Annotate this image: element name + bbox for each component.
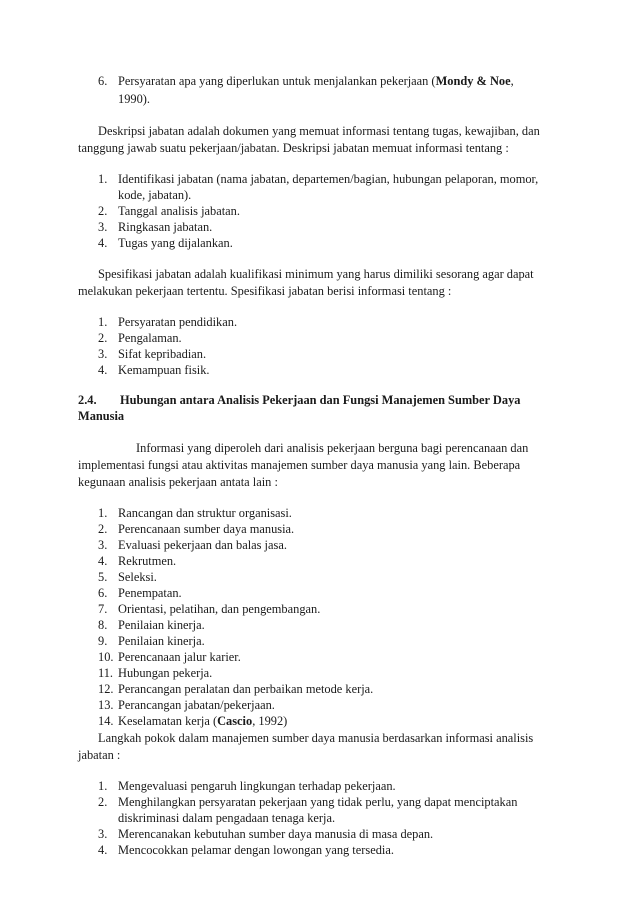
- list-number: 10.: [98, 650, 114, 664]
- list-text: Seleksi.: [118, 570, 157, 584]
- paragraph-line: Informasi yang diperoleh dari analisis pekerjaan berguna bagi perencanaan dan: [136, 441, 529, 455]
- list-number: 4.: [98, 554, 108, 568]
- list-text: Tanggal analisis jabatan.: [118, 204, 240, 218]
- list-text: Rancangan dan struktur organisasi.: [118, 506, 292, 520]
- list-number: 3.: [98, 347, 108, 361]
- citation-bold: Cascio: [217, 714, 253, 728]
- paragraph-line: melakukan pekerjaan tertentu. Spesifikasi jabatan berisi informasi tentang :: [78, 284, 452, 298]
- list-number: 14.: [98, 714, 114, 728]
- list-text: Rekrutmen.: [118, 554, 177, 568]
- list-number: 1.: [98, 779, 108, 793]
- list-text: diskriminasi dalam pengadaan tenaga kerja.: [118, 811, 336, 825]
- list-text: Merencanakan kebutuhan sumber daya manusia di masa depan.: [118, 827, 434, 841]
- list-number: 2.: [98, 204, 108, 218]
- list-number: 8.: [98, 618, 108, 632]
- list-text: Sifat kepribadian.: [118, 347, 207, 361]
- list-text: Pengalaman.: [118, 331, 182, 345]
- list-text: Hubungan pekerja.: [118, 666, 213, 680]
- list-text: [118, 714, 287, 729]
- list-number: 2.: [98, 795, 108, 809]
- list-number: 4.: [98, 363, 108, 377]
- list-text: Identifikasi jabatan (nama jabatan, departemen/bagian, hubungan pelaporan, momor,: [118, 172, 539, 186]
- list-number: 1.: [98, 315, 108, 329]
- list-number: 3.: [98, 538, 108, 552]
- list-text: Tugas yang dijalankan.: [118, 236, 233, 250]
- list-text-part: Keselamatan kerja (: [118, 714, 218, 728]
- list-text-part: , 1992): [252, 714, 288, 728]
- list-number: 3.: [98, 827, 108, 841]
- list-text-part: Persyaratan apa yang diperlukan untuk menjalankan pekerjaan (: [118, 74, 436, 88]
- list-number: 2.: [98, 331, 108, 345]
- list-number: 4.: [98, 843, 108, 857]
- list-text: Ringkasan jabatan.: [118, 220, 213, 234]
- list-text: kode, jabatan).: [118, 188, 192, 202]
- list-text: Penempatan.: [118, 586, 182, 600]
- list-text: Persyaratan pendidikan.: [118, 315, 238, 329]
- list-number: 7.: [98, 602, 108, 616]
- list-text: Perencanaan jalur karier.: [118, 650, 241, 664]
- paragraph-line: Deskripsi jabatan adalah dokumen yang memuat informasi tentang tugas, kewajiban, dan: [98, 124, 540, 138]
- citation-bold: Mondy & Noe: [435, 74, 511, 88]
- list-number: 3.: [98, 220, 108, 234]
- list-number: 6.: [98, 586, 108, 600]
- list-text: Orientasi, pelatihan, dan pengembangan.: [118, 602, 321, 616]
- paragraph-line: tanggung jawab suatu pekerjaan/jabatan. Deskripsi jabatan memuat informasi tentang :: [78, 141, 509, 155]
- paragraph-line: Spesifikasi jabatan adalah kualifikasi minimum yang harus dimiliki sesorang agar dapat: [98, 267, 534, 281]
- list-text: Perancangan jabatan/pekerjaan.: [118, 698, 275, 712]
- paragraph-line: implementasi fungsi atau aktivitas manajemen sumber daya manusia yang lain. Beberapa: [78, 458, 521, 472]
- section-heading: [78, 393, 562, 408]
- list-number: 4.: [98, 236, 108, 250]
- list-text: Penilaian kinerja.: [118, 618, 205, 632]
- list-number: 12.: [98, 682, 114, 696]
- list-number: 6.: [98, 74, 108, 88]
- section-number: 2.4.: [78, 393, 97, 407]
- paragraph-line: kegunaan analisis pekerjaan antata lain :: [78, 475, 278, 489]
- list-text-part: ,: [510, 74, 514, 88]
- paragraph-line: Langkah pokok dalam manajemen sumber daya manusia berdasarkan informasi analisis: [98, 731, 534, 745]
- list-text: Perancangan peralatan dan perbaikan metode kerja.: [118, 682, 374, 696]
- section-heading-line2: Manusia: [78, 409, 125, 423]
- list-text: Perencanaan sumber daya manusia.: [118, 522, 295, 536]
- list-number: 2.: [98, 522, 108, 536]
- list-text: 1990).: [118, 92, 151, 106]
- list-number: 13.: [98, 698, 114, 712]
- list-text: Mengevaluasi pengaruh lingkungan terhadap pekerjaan.: [118, 779, 396, 793]
- section-title: Hubungan antara Analisis Pekerjaan dan Fungsi Manajemen Sumber Daya: [120, 393, 521, 407]
- list-text: Menghilangkan persyaratan pekerjaan yang tidak perlu, yang dapat menciptakan: [118, 795, 518, 809]
- list-number: 1.: [98, 172, 108, 186]
- list-text: Evaluasi pekerjaan dan balas jasa.: [118, 538, 287, 552]
- list-number: 1.: [98, 506, 108, 520]
- list-text: [118, 74, 514, 89]
- list-text: Kemampuan fisik.: [118, 363, 210, 377]
- list-number: 11.: [98, 666, 114, 680]
- list-number: 9.: [98, 634, 108, 648]
- list-text: Penilaian kinerja.: [118, 634, 205, 648]
- list-number: 5.: [98, 570, 108, 584]
- paragraph-line: jabatan :: [78, 748, 121, 762]
- list-text: Mencocokkan pelamar dengan lowongan yang tersedia.: [118, 843, 394, 857]
